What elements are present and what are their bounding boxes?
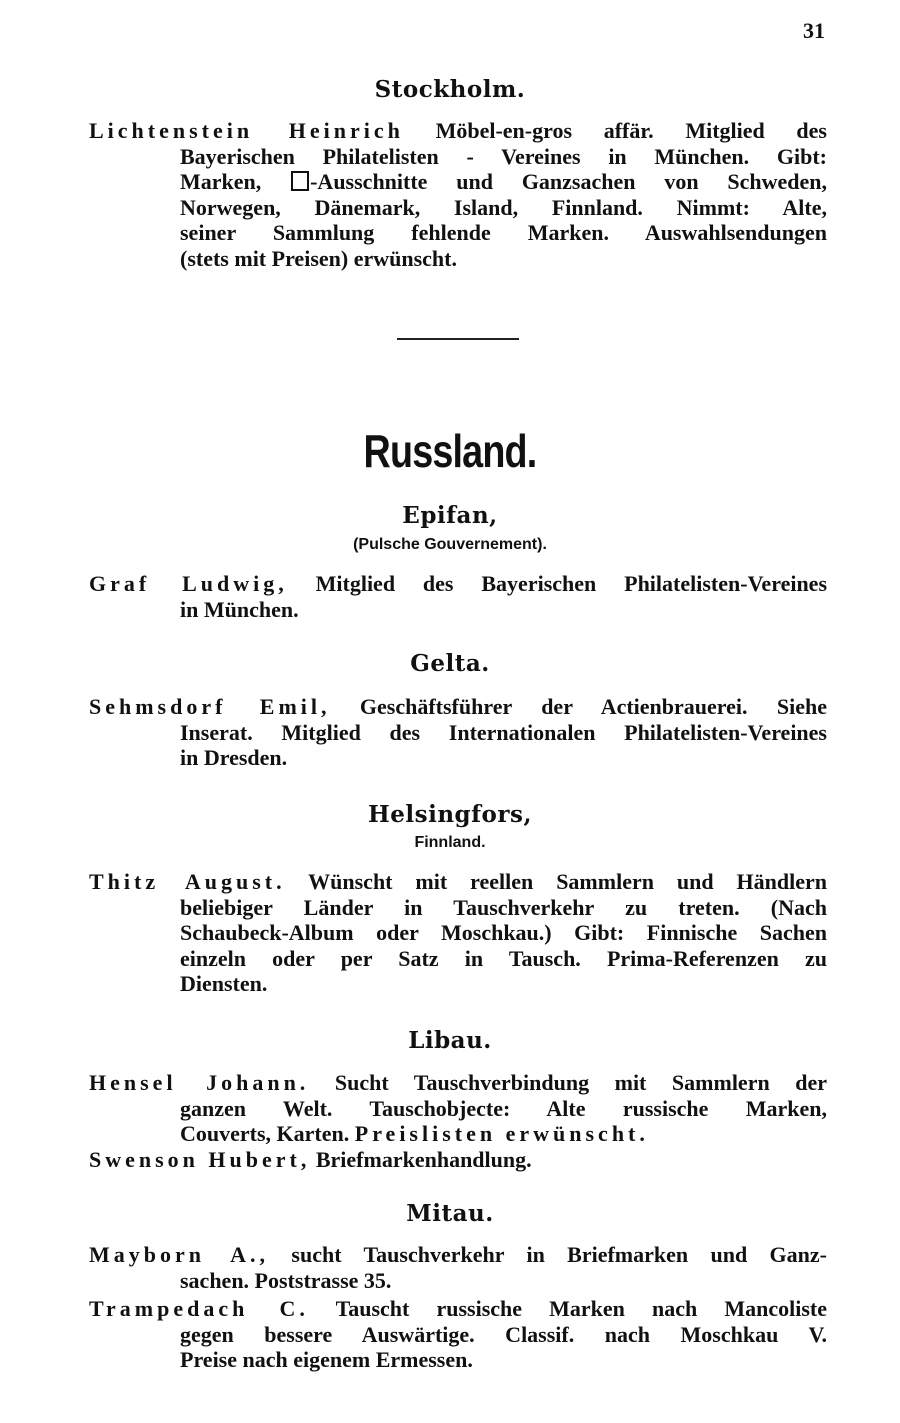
entry-line bbox=[89, 1147, 827, 1173]
entry-line: Bayerischen Philatelisten - Vereines in München. Gibt: bbox=[180, 143, 827, 169]
entry-text: Mitglied des Bayerischen Philatelisten-Vereines bbox=[315, 571, 828, 596]
city-heading-helsingfors: Helsingfors, bbox=[368, 801, 532, 828]
entry-name: Thitz August. bbox=[89, 869, 286, 894]
entry-line bbox=[89, 118, 827, 144]
entry-name: Swenson Hubert, bbox=[89, 1147, 311, 1172]
entry-text: Couverts, Karten. bbox=[180, 1121, 350, 1147]
entry-mayborn bbox=[89, 1242, 827, 1293]
page-number: 31 bbox=[803, 18, 825, 43]
square-box-icon bbox=[291, 171, 309, 191]
entry-name: Mayborn A., bbox=[89, 1242, 270, 1267]
entry-line bbox=[89, 1070, 827, 1096]
entry-line bbox=[89, 1296, 827, 1322]
entry-line: seiner Sammlung fehlende Marken. Auswahlsendungen bbox=[180, 220, 827, 246]
entry-line: beliebiger Länder in Tauschverkehr zu treten. (Nach bbox=[180, 894, 827, 920]
entry-line bbox=[89, 1121, 827, 1147]
entry-name: Sehmsdorf Emil, bbox=[89, 694, 331, 719]
city-heading-libau: Libau. bbox=[408, 1027, 492, 1054]
entry-name: Trampedach C. bbox=[89, 1296, 309, 1321]
city-subtitle-epifan: (Pulsche Gouvernement). bbox=[353, 536, 547, 553]
entry-line: Norwegen, Dänemark, Island, Finnland. Nimmt: Alte, bbox=[180, 194, 827, 220]
entry-line: gegen bessere Auswärtige. Classif. nach Moschkau V. bbox=[180, 1321, 827, 1347]
entry-text: Geschäftsführer der Actienbrauerei. Siehe bbox=[359, 694, 827, 719]
entry-lichtenstein bbox=[89, 118, 827, 272]
city-subtitle-helsingfors: Finnland. bbox=[414, 834, 486, 851]
entry-line: sachen. Poststrasse 35. bbox=[180, 1267, 392, 1293]
entry-text: sucht Tauschverkehr in Briefmarken und Ganz- bbox=[291, 1242, 827, 1267]
entry-line: in München. bbox=[180, 596, 299, 622]
entry-line: Preise nach eigenem Ermessen. bbox=[180, 1347, 473, 1373]
entry-line bbox=[89, 694, 827, 720]
entry-line: Schaubeck-Album oder Moschkau.) Gibt: Finnische Sachen bbox=[180, 920, 827, 946]
entry-text: Sucht Tauschverbindung mit Sammlern der bbox=[334, 1070, 827, 1095]
section-divider bbox=[397, 338, 519, 340]
entry-name: Lichtenstein Heinrich bbox=[89, 118, 404, 143]
entry-trampedach bbox=[89, 1296, 827, 1373]
entry-text: Briefmarkenhandlung. bbox=[315, 1147, 532, 1172]
entry-line: Inserat. Mitglied des Internationalen Philatelisten-Vereines bbox=[180, 719, 827, 745]
entry-text: Wünscht mit reellen Sammlern und Händlern bbox=[308, 869, 827, 894]
entry-sehmsdorf bbox=[89, 694, 827, 771]
entry-line: einzeln oder per Satz in Tausch. Prima-Referenzen zu bbox=[180, 945, 827, 971]
entry-line: ganzen Welt. Tauschobjecte: Alte russische Marken, bbox=[180, 1095, 827, 1121]
entry-line bbox=[89, 571, 827, 597]
city-heading-gelta: Gelta. bbox=[410, 650, 490, 677]
entry-graf bbox=[89, 571, 827, 622]
entry-line: (stets mit Preisen) erwünscht. bbox=[180, 245, 457, 271]
entry-text: -Ausschnitte und Ganzsachen von Schweden, bbox=[310, 169, 828, 195]
country-heading: Russland. bbox=[363, 425, 537, 477]
entry-line bbox=[89, 1242, 827, 1268]
entry-name: Graf Ludwig, bbox=[89, 571, 288, 596]
city-heading-stockholm: Stockholm. bbox=[374, 76, 526, 103]
entry-swenson bbox=[89, 1147, 827, 1173]
entry-thitz bbox=[89, 869, 827, 997]
entry-line bbox=[89, 869, 827, 895]
entry-text: Preislisten erwünscht. bbox=[354, 1121, 649, 1147]
entry-text: Möbel-en-gros affär. Mitglied des bbox=[435, 118, 827, 143]
entry-line: in Dresden. bbox=[180, 745, 288, 771]
entry-text: Tauscht russische Marken nach Mancoliste bbox=[335, 1296, 828, 1321]
entry-name: Hensel Johann. bbox=[89, 1070, 310, 1095]
entry-hensel bbox=[89, 1070, 827, 1147]
entry-text: Marken, bbox=[180, 169, 262, 195]
city-heading-epifan: Epifan, bbox=[402, 502, 498, 529]
entry-line: Diensten. bbox=[180, 971, 268, 997]
city-heading-mitau: Mitau. bbox=[406, 1200, 494, 1227]
entry-line bbox=[89, 169, 827, 195]
